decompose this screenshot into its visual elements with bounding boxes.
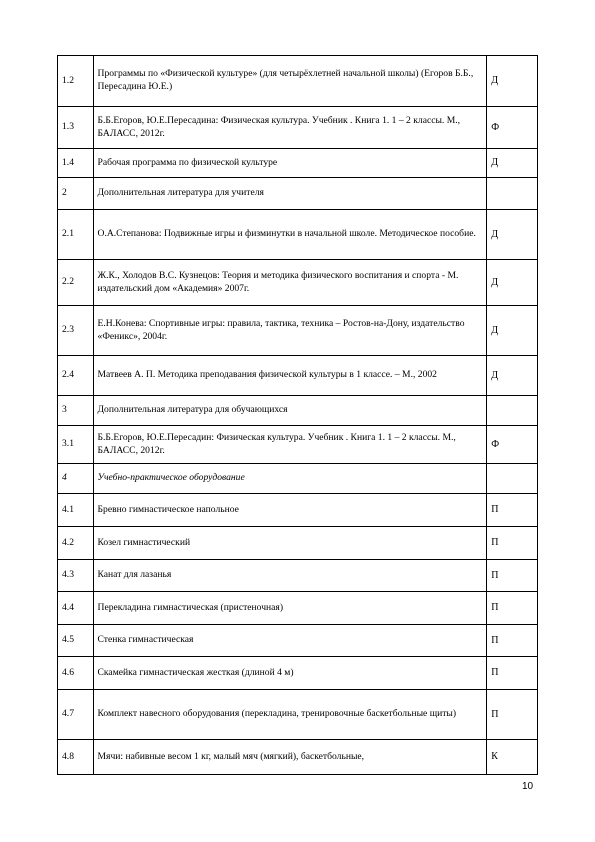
row-text: Учебно-практическое оборудование <box>93 464 487 494</box>
row-number: 4.1 <box>58 494 94 527</box>
row-text: Рабочая программа по физической культуре <box>93 149 487 178</box>
table-row <box>58 625 538 657</box>
row-text: Стенка гимнастическая <box>93 625 487 657</box>
row-mark: П <box>487 690 538 740</box>
row-number: 4.3 <box>58 560 94 592</box>
row-text: Скамейка гимнастическая жесткая (длиной 4 м) <box>93 657 487 690</box>
table-row <box>58 690 538 740</box>
table-row <box>58 527 538 560</box>
row-number: 4.5 <box>58 625 94 657</box>
row-text: Канат для лазанья <box>93 560 487 592</box>
table-row <box>58 657 538 690</box>
row-number: 2.3 <box>58 306 94 356</box>
section-row <box>58 464 538 494</box>
row-text: Б.Б.Егоров, Ю.Е.Пересадин: Физическая культура. Учебник . Книга 1. 1 – 2 классы. М., БАЛАСС, 2012г. <box>93 426 487 464</box>
row-mark <box>487 178 538 210</box>
row-mark <box>487 396 538 426</box>
row-text: Перекладина гимнастическая (пристеночная) <box>93 592 487 625</box>
row-text: Бревно гимнастическое напольное <box>93 494 487 527</box>
row-mark: Ф <box>487 107 538 149</box>
row-mark: П <box>487 560 538 592</box>
row-mark: Д <box>487 260 538 306</box>
row-number: 1.2 <box>58 56 94 107</box>
row-mark <box>487 464 538 494</box>
row-text: Ж.К., Холодов В.С. Кузнецов: Теория и методика физического воспитания и спорта - М. издательский дом «Академия» 2007г. <box>93 260 487 306</box>
row-number: 2 <box>58 178 94 210</box>
row-mark: Д <box>487 356 538 396</box>
row-number: 4.8 <box>58 740 94 775</box>
row-mark: П <box>487 527 538 560</box>
row-mark: П <box>487 494 538 527</box>
row-number: 4 <box>58 464 94 494</box>
row-number: 4.7 <box>58 690 94 740</box>
row-mark: К <box>487 740 538 775</box>
table-row <box>58 306 538 356</box>
row-number: 4.4 <box>58 592 94 625</box>
table-row <box>58 740 538 775</box>
section-row <box>58 178 538 210</box>
table-row <box>58 107 538 149</box>
table-row <box>58 560 538 592</box>
row-number: 3 <box>58 396 94 426</box>
section-row <box>58 396 538 426</box>
table-row <box>58 356 538 396</box>
row-text: Мячи: набивные весом 1 кг, малый мяч (мягкий), баскетбольные, <box>93 740 487 775</box>
row-text: Программы по «Физической культуре» (для четырёхлетней начальной школы) (Егоров Б.Б., Пересадина Ю.Е.) <box>93 56 487 107</box>
row-mark: П <box>487 625 538 657</box>
page-number: 10 <box>522 781 534 792</box>
row-mark: Д <box>487 210 538 260</box>
row-text: Е.Н.Конева: Спортивные игры: правила, тактика, техника – Ростов-на-Дону, издательство «Феникс», 2004г. <box>93 306 487 356</box>
row-mark: П <box>487 657 538 690</box>
table-row <box>58 426 538 464</box>
row-number: 1.3 <box>58 107 94 149</box>
table-row <box>58 210 538 260</box>
row-number: 2.2 <box>58 260 94 306</box>
row-text: О.А.Степанова: Подвижные игры и физминутки в начальной школе. Методическое пособие. <box>93 210 487 260</box>
equipment-literature-table <box>57 55 538 775</box>
row-text: Комплект навесного оборудования (перекладина, тренировочные баскетбольные щиты) <box>93 690 487 740</box>
row-mark: Д <box>487 56 538 107</box>
row-mark: Д <box>487 149 538 178</box>
table-row <box>58 592 538 625</box>
row-text: Дополнительная литература для обучающихся <box>93 396 487 426</box>
row-number: 2.4 <box>58 356 94 396</box>
row-text: Матвеев А. П. Методика преподавания физической культуры в 1 классе. – М., 2002 <box>93 356 487 396</box>
row-number: 4.2 <box>58 527 94 560</box>
row-text: Дополнительная литература для учителя <box>93 178 487 210</box>
row-number: 1.4 <box>58 149 94 178</box>
table-row <box>58 260 538 306</box>
row-text: Козел гимнастический <box>93 527 487 560</box>
row-mark: Ф <box>487 426 538 464</box>
row-mark: Д <box>487 306 538 356</box>
row-number: 4.6 <box>58 657 94 690</box>
table-row <box>58 56 538 107</box>
table-row <box>58 494 538 527</box>
row-number: 2.1 <box>58 210 94 260</box>
row-mark: П <box>487 592 538 625</box>
table-row <box>58 149 538 178</box>
row-number: 3.1 <box>58 426 94 464</box>
row-text: Б.Б.Егоров, Ю.Е.Пересадина: Физическая культура. Учебник . Книга 1. 1 – 2 классы. М., БАЛАСС, 2012г. <box>93 107 487 149</box>
